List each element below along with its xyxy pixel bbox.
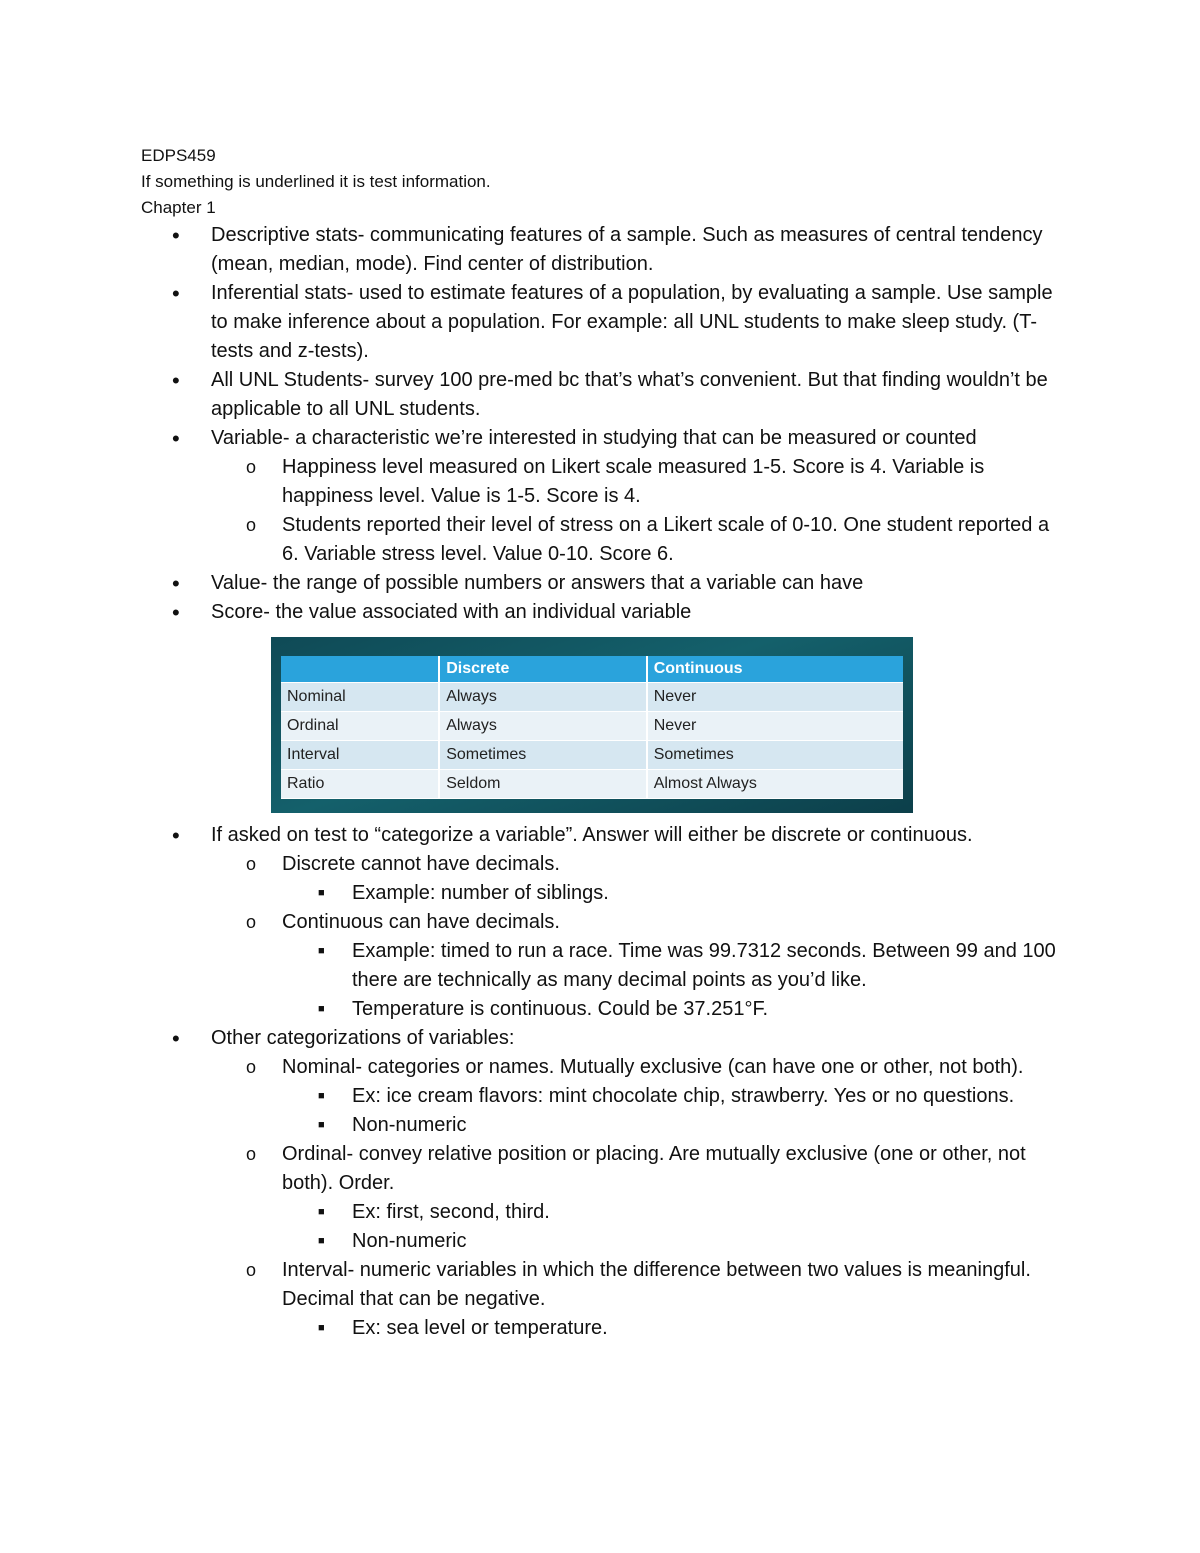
- list-item-text: Example: number of siblings.: [352, 882, 609, 904]
- bullet-dot-icon: •: [172, 426, 180, 451]
- list-item: [141, 937, 1071, 995]
- table-cell: Interval: [281, 741, 439, 770]
- table-row: [281, 741, 903, 770]
- table-cell: Never: [647, 683, 903, 712]
- list-item: [141, 995, 1071, 1024]
- list-item-text: Students reported their level of stress on a Likert scale of 0-10. One student reported a 6. Variable stress level. Value 0-10. Score 6.: [282, 514, 1050, 565]
- bullet-circle-icon: o: [246, 515, 257, 535]
- bullet-circle-icon: o: [246, 854, 257, 874]
- bullet-square-icon: ■: [318, 1003, 325, 1015]
- list-item-text: Example: timed to run a race. Time was 99.7312 seconds. Between 99 and 100 there are technically as many decimal points as you’d like.: [352, 940, 1056, 991]
- list-item: [141, 424, 1071, 453]
- list-item-text: Descriptive stats- communicating features of a sample. Such as measures of central tendency (mean, median, mode). Find center of distribution.: [211, 224, 1043, 275]
- table-cell: Never: [647, 712, 903, 741]
- list-item: [141, 1082, 1071, 1111]
- table-header-row: [281, 656, 903, 683]
- list-item: [141, 453, 1071, 511]
- list-item: [141, 1024, 1071, 1053]
- list-item: [141, 821, 1071, 850]
- table-cell: Ordinal: [281, 712, 439, 741]
- bullet-circle-icon: o: [246, 1144, 257, 1164]
- bullet-square-icon: ■: [318, 1119, 325, 1131]
- list-item-text: Variable- a characteristic we’re interested in studying that can be measured or counted: [211, 427, 977, 449]
- table-cell: Always: [439, 683, 647, 712]
- list-item-text: Non-numeric: [352, 1114, 467, 1136]
- list-item: [141, 1314, 1071, 1343]
- list-item: [141, 598, 1071, 627]
- list-item: [141, 1198, 1071, 1227]
- list-item-text: Nominal- categories or names. Mutually exclusive (can have one or other, not both).: [282, 1056, 1024, 1078]
- list-item: [141, 1111, 1071, 1140]
- chapter-heading: Chapter 1: [141, 198, 216, 217]
- table-header-cell: [281, 656, 439, 683]
- bullet-square-icon: ■: [318, 1235, 325, 1247]
- bullet-dot-icon: •: [172, 1026, 180, 1051]
- list-item: [141, 569, 1071, 598]
- table-row: [281, 683, 903, 712]
- list-item: [141, 879, 1071, 908]
- test-info-note: If something is underlined it is test information.: [141, 172, 491, 191]
- variable-type-table-image: [271, 637, 913, 813]
- list-item-text: Value- the range of possible numbers or answers that a variable can have: [211, 572, 864, 594]
- notes-list-bottom: [141, 821, 1071, 1343]
- list-item: [141, 908, 1071, 937]
- list-item-text: Happiness level measured on Likert scale measured 1-5. Score is 4. Variable is happiness level. Value is 1-5. Score is 4.: [282, 456, 985, 507]
- table-header-cell: Discrete: [439, 656, 647, 683]
- list-item: [141, 366, 1071, 424]
- table-cell: Seldom: [439, 770, 647, 799]
- table-cell: Nominal: [281, 683, 439, 712]
- bullet-square-icon: ■: [318, 1322, 325, 1334]
- list-item-text: Inferential stats- used to estimate features of a population, by evaluating a sample. Use sample to make inference about a population. For example: all UNL students to make sleep study. (T-tests and z-tests).: [211, 282, 1053, 362]
- bullet-dot-icon: •: [172, 223, 180, 248]
- list-item-text: Ex: ice cream flavors: mint chocolate chip, strawberry. Yes or no questions.: [352, 1085, 1015, 1107]
- table-cell: Sometimes: [439, 741, 647, 770]
- variable-type-table: [281, 656, 903, 799]
- list-item-text: Non-numeric: [352, 1230, 467, 1252]
- list-item-text: Interval- numeric variables in which the difference between two values is meaningful. Decimal that can be negative.: [282, 1259, 1031, 1310]
- bullet-square-icon: ■: [318, 1206, 325, 1218]
- bullet-circle-icon: o: [246, 1057, 257, 1077]
- list-item-text: If asked on test to “categorize a variable”. Answer will either be discrete or continuous.: [211, 824, 973, 846]
- bullet-circle-icon: o: [246, 1260, 257, 1280]
- table-cell: Ratio: [281, 770, 439, 799]
- document-page: [141, 143, 1071, 1343]
- list-item-text: Score- the value associated with an individual variable: [211, 601, 692, 623]
- bullet-dot-icon: •: [172, 823, 180, 848]
- bullet-dot-icon: •: [172, 368, 180, 393]
- table-row: [281, 770, 903, 799]
- bullet-circle-icon: o: [246, 457, 257, 477]
- bullet-dot-icon: •: [172, 281, 180, 306]
- list-item: [141, 511, 1071, 569]
- table-cell: Almost Always: [647, 770, 903, 799]
- list-item: [141, 1256, 1071, 1314]
- list-item-text: Temperature is continuous. Could be 37.251°F.: [352, 998, 769, 1020]
- table-row: [281, 712, 903, 741]
- list-item-text: Other categorizations of variables:: [211, 1027, 515, 1049]
- bullet-square-icon: ■: [318, 1090, 325, 1102]
- list-item: [141, 1140, 1071, 1198]
- table-cell: Always: [439, 712, 647, 741]
- list-item-text: Discrete cannot have decimals.: [282, 853, 560, 875]
- list-item: [141, 850, 1071, 879]
- bullet-dot-icon: •: [172, 600, 180, 625]
- list-item: [141, 221, 1071, 279]
- list-item-text: Ex: first, second, third.: [352, 1201, 550, 1223]
- bullet-circle-icon: o: [246, 912, 257, 932]
- bullet-square-icon: ■: [318, 887, 325, 899]
- list-item-text: Ex: sea level or temperature.: [352, 1317, 608, 1339]
- list-item: [141, 1227, 1071, 1256]
- list-item: [141, 1053, 1071, 1082]
- table-header-cell: Continuous: [647, 656, 903, 683]
- list-item: [141, 279, 1071, 366]
- list-item-text: Ordinal- convey relative position or placing. Are mutually exclusive (one or other, not both). Order.: [282, 1143, 1026, 1194]
- course-code: EDPS459: [141, 146, 216, 165]
- bullet-dot-icon: •: [172, 571, 180, 596]
- bullet-square-icon: ■: [318, 945, 325, 957]
- list-item-text: All UNL Students- survey 100 pre-med bc that’s what’s convenient. But that finding wouldn’t be applicable to all UNL students.: [211, 369, 1048, 420]
- notes-list-top: [141, 221, 1071, 627]
- table-cell: Sometimes: [647, 741, 903, 770]
- list-item-text: Continuous can have decimals.: [282, 911, 560, 933]
